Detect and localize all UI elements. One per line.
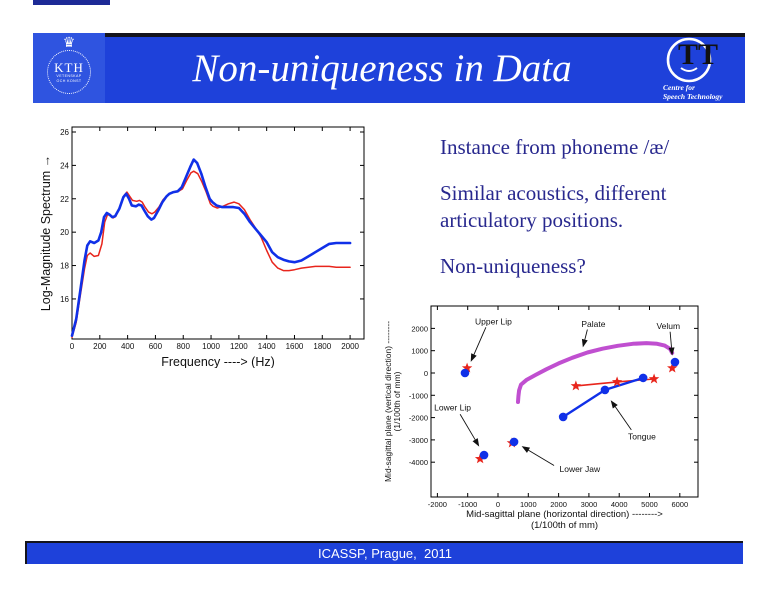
x-tick-label: 1000 xyxy=(519,500,537,509)
spectrum-chart xyxy=(35,118,385,368)
y-axis-label-line1: Mid-sagittal plane (vertical direction) -------- xyxy=(383,320,393,483)
articulator-dot xyxy=(510,438,519,447)
body-text xyxy=(440,134,750,299)
x-tick-label: 1600 xyxy=(285,342,304,351)
x-tick-label: 1800 xyxy=(313,342,332,351)
articulator-star xyxy=(649,374,660,384)
annotation-label-lower-lip: Lower Lip xyxy=(434,402,471,413)
x-tick-label: 0 xyxy=(69,342,75,351)
x-axis-label-line2: (1/100th of mm) xyxy=(530,520,599,531)
x-axis-label: Frequency ----> (Hz) xyxy=(161,355,275,368)
articulator-dot xyxy=(461,369,470,378)
annotation-arrow xyxy=(615,407,631,430)
x-tick-label: 0 xyxy=(495,500,501,509)
x-tick-label: -1000 xyxy=(458,500,478,509)
y-tick-label: 18 xyxy=(60,261,69,271)
y-tick-label: 24 xyxy=(60,161,69,171)
annotation-label-tongue: Tongue xyxy=(627,431,656,442)
articulator-dot xyxy=(671,358,680,367)
plot-box xyxy=(72,127,364,339)
kth-logo-subtext2: OCH KONST xyxy=(56,78,82,83)
annotation-label-lower-jaw: Lower Jaw xyxy=(559,463,601,474)
x-tick-label: 4000 xyxy=(610,500,628,509)
annotation-arrow xyxy=(460,414,475,439)
window-edge-fragment xyxy=(33,0,110,5)
ctt-logo xyxy=(659,36,743,102)
svg-text:TT: TT xyxy=(678,38,719,71)
x-tick-label: 2000 xyxy=(550,500,567,509)
body-line-2: Similar acoustics, different articulatory positions. xyxy=(440,181,667,232)
ctt-logo-line1: Centre for xyxy=(663,83,695,92)
spectrum-line-instance-red xyxy=(72,171,350,337)
articulator-dot xyxy=(601,386,610,395)
palate-curve xyxy=(518,343,672,402)
ctt-monogram-icon xyxy=(665,36,737,84)
articulator-dot xyxy=(639,374,648,383)
x-axis-label-line1: Mid-sagittal plane (horizontal direction) --------> xyxy=(466,509,663,520)
y-axis-label-line2: (1/100th of mm) xyxy=(392,371,402,432)
y-tick-label: -3000 xyxy=(408,435,428,445)
annotation-arrow xyxy=(585,330,588,340)
y-tick-label: 20 xyxy=(60,228,69,238)
x-tick-label: 1400 xyxy=(257,342,276,351)
ctt-logo-line2: Speech Technology xyxy=(663,92,723,101)
y-tick-label: -4000 xyxy=(408,458,428,468)
kth-logo xyxy=(33,33,105,103)
annotation-label-velum: Velum xyxy=(656,321,681,332)
x-tick-label: 1200 xyxy=(229,342,248,351)
articulator-dot xyxy=(559,413,568,422)
x-tick-label: 600 xyxy=(148,342,163,351)
annotation-arrow xyxy=(474,327,486,354)
y-tick-label: 22 xyxy=(60,194,69,204)
y-tick-label: 0 xyxy=(423,368,428,378)
kth-logo-text: KTH xyxy=(54,60,84,76)
x-tick-label: 5000 xyxy=(641,500,658,509)
spectrum-line-instance-blue xyxy=(72,160,350,336)
x-tick-label: 400 xyxy=(120,342,135,351)
y-tick-label: 2000 xyxy=(411,324,428,334)
kth-logo-subtext1: VETENSKAP xyxy=(56,74,82,79)
x-tick-label: 800 xyxy=(176,342,190,351)
title-banner xyxy=(33,33,745,103)
body-line-3: Non-uniqueness? xyxy=(440,254,586,278)
x-tick-label: 2000 xyxy=(341,342,359,351)
annotation-label-upper-lip: Upper Lip xyxy=(475,316,512,327)
slide-title: Non-uniqueness in Data xyxy=(192,46,572,90)
y-tick-label: 1000 xyxy=(411,346,428,356)
y-tick-label: 26 xyxy=(60,128,69,138)
annotation-label-palate: Palate xyxy=(581,318,606,329)
body-line-1: Instance from phoneme /æ/ xyxy=(440,135,670,159)
annotation-arrow xyxy=(529,450,555,465)
articulator-star xyxy=(571,380,582,390)
articulator-dot xyxy=(480,451,489,460)
annotation-arrow xyxy=(670,332,671,348)
y-tick-label: -1000 xyxy=(408,391,428,401)
footer-text: ICASSP, Prague, 2011 xyxy=(318,546,452,561)
kth-crown-icon: ♛ xyxy=(62,34,76,50)
x-tick-label: 200 xyxy=(93,342,107,351)
footer-banner xyxy=(25,541,743,564)
x-tick-label: 6000 xyxy=(671,500,689,509)
y-tick-label: 16 xyxy=(60,294,69,304)
x-tick-label: -2000 xyxy=(427,500,447,509)
kth-wreath xyxy=(47,50,91,94)
x-tick-label: 1000 xyxy=(202,342,220,351)
y-axis-label: Log-Magnitude Spectrum → xyxy=(39,154,53,312)
y-tick-label: -2000 xyxy=(408,413,428,423)
articulatory-chart xyxy=(383,298,728,538)
x-tick-label: 3000 xyxy=(580,500,598,509)
